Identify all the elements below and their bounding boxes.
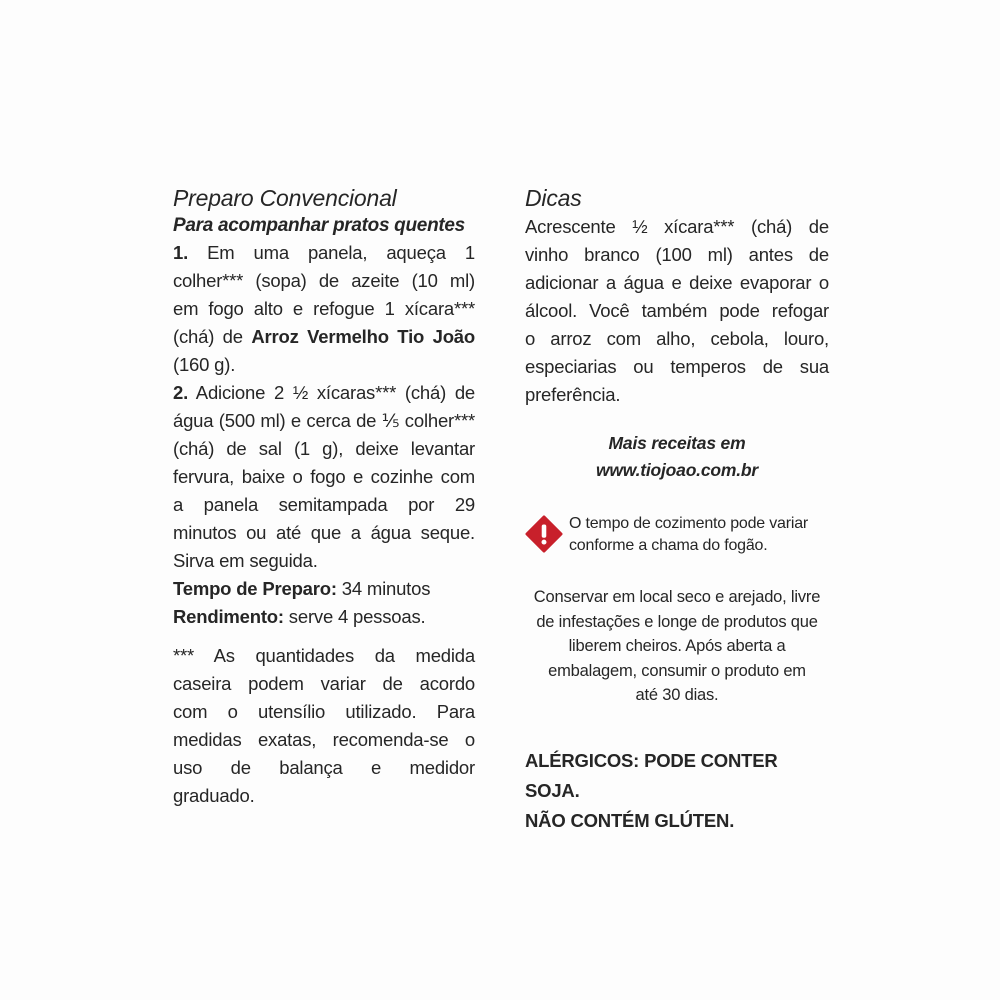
dicas-line: especiarias ou temperos de sua [525,356,829,377]
yield [173,603,475,631]
yield-value: serve 4 pessoas. [283,606,426,627]
dicas-line: Acrescente ½ xícara*** (chá) de [525,216,829,237]
product-name: Arroz Vermelho Tio João [251,326,475,347]
dicas-title: Dicas [525,185,582,211]
step-1-line: 1. Em uma panela, aqueça 1 [173,242,475,263]
step-1-line: (chá) de Arroz Vermelho Tio João [173,326,475,347]
more-recipes-label: Mais receitas em [608,433,746,453]
dicas-section [525,183,829,836]
warning-text: O tempo de cozimento pode variar conforme a chama do fogão. [569,515,809,554]
cooking-warning [525,513,829,573]
step-2-line: a panela semitampada por 29 [173,494,475,515]
step-2 [173,379,475,575]
allergen-warning [525,746,829,836]
website-link: www.tiojoao.com.br [595,460,758,480]
gluten-free: NÃO CONTÉM GLÚTEN. [525,809,735,831]
step-1-line: em fogo alto e refogue 1 xícara*** [173,298,475,319]
dicas-line: o arroz com alho, cebola, louro, [525,328,829,349]
preparo-section [173,183,475,810]
dicas-text [525,213,829,409]
step-1-line: (160 g). [173,354,236,375]
measure-note [173,642,475,810]
step-2-line: fervura, baixe o fogo e cozinhe com [173,466,475,487]
dicas-line: vinho branco (100 ml) antes de [525,244,829,265]
more-recipes [525,430,829,484]
prep-time-label: Tempo de Preparo: [173,578,337,599]
storage-instructions: Conservar em local seco e arejado, livre de infestações e longe de produtos que liberem cheiros. Após aberta a embalagem, consumir o produto em até 30 dias. [533,588,821,704]
note-line: caseira podem variar de acordo [173,673,475,694]
note-line: *** As quantidades da medida [173,645,475,666]
note-line: com o utensílio utilizado. Para [173,701,475,722]
step-1-number: 1. [173,242,189,263]
step-1 [173,239,475,379]
allergen-soy: ALÉRGICOS: PODE CONTER SOJA. [525,749,778,801]
step-1-line: colher*** (sopa) de azeite (10 ml) [173,270,475,291]
step-2-line: (chá) de sal (1 g), deixe levantar [173,438,475,459]
step-2-line: minutos ou até que a água seque. [173,522,475,543]
preparo-subtitle: Para acompanhar pratos quentes [173,215,465,236]
dicas-line: preferência. [525,384,621,405]
prep-time-value: 34 minutos [336,578,431,599]
note-line: medidas exatas, recomenda-se o [173,729,475,750]
preparo-title: Preparo Convencional [173,185,397,211]
prep-time [173,575,475,603]
note-line: graduado. [173,785,255,806]
step-2-line: água (500 ml) e cerca de ⅕ colher*** [173,410,475,431]
note-line: uso de balança e medidor [173,757,475,778]
warning-diamond-icon [525,515,563,553]
step-2-line: Sirva em seguida. [173,550,318,571]
dicas-line: álcool. Você também pode refogar [525,300,829,321]
step-2-number: 2. [173,382,189,403]
yield-label: Rendimento: [173,606,284,627]
dicas-line: adicionar a água e deixe evaporar o [525,272,829,293]
step-2-line: 2. Adicione 2 ½ xícaras*** (chá) de [173,382,475,403]
